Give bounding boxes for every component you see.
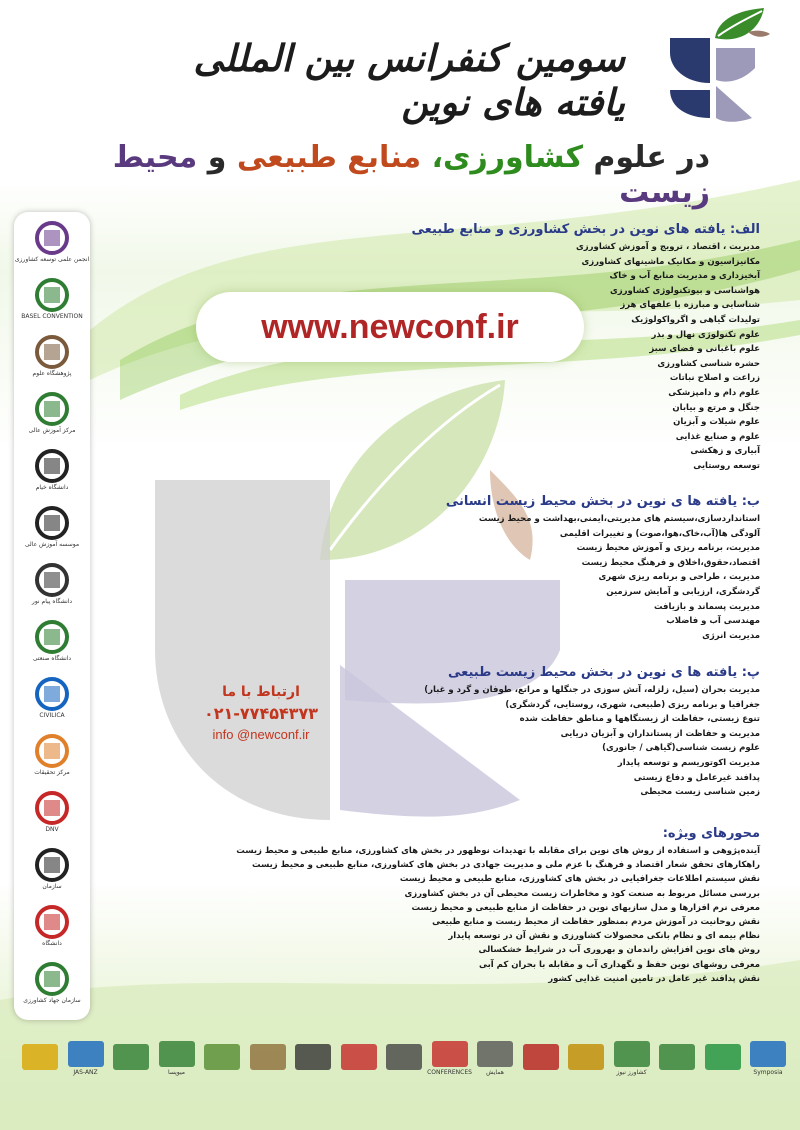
topic-item: مدیریت ، طراحی و برنامه ریزی شهری	[598, 572, 760, 583]
tree-icon	[248, 1036, 288, 1080]
topic-item: شناسایی و مبارزه با علفهای هرز	[620, 300, 760, 311]
topic-item: معرفی روشهای نوین حفظ و نگهداری آب و مقابله با بحران کم آبی	[479, 959, 760, 970]
sponsor-label: دانشگاه پیام نور	[31, 598, 73, 605]
topic-item: مکانیزاسیون و مکانیک ماشینهای کشاورزی	[581, 256, 760, 267]
footer-logo-mark	[68, 1041, 104, 1067]
news-banner-icon	[384, 1036, 424, 1080]
footer-logo-mark	[568, 1044, 604, 1070]
sponsor-logo	[20, 448, 84, 491]
footer-logo-mark	[159, 1041, 195, 1067]
footer-logo-label: کشاورز نیوز	[616, 1068, 647, 1076]
topic-item: علوم تکنولوژی نهال و بذر	[651, 329, 760, 340]
topic-item: نقش سیستم اطلاعات جغرافیایی در بخش های کشاورزی، منابع طبیعی و محیط زیست	[399, 874, 760, 885]
topic-item: تولیدات گیاهی و اگرواکولوژیک	[631, 314, 760, 325]
topic-item: جغرافیا و برنامه ریزی (طبیعی، شهری، روستایی، گردشگری)	[505, 699, 760, 710]
jas-anz-icon	[66, 1036, 106, 1080]
topic-item: زمین شناسی زیست محیطی	[640, 787, 760, 798]
sponsor-logo	[20, 676, 84, 719]
footer-logo-mark	[750, 1041, 786, 1067]
sponsor-logo	[20, 562, 84, 605]
footer-logo-label: JAS-ANZ	[73, 1068, 98, 1076]
topic-item: آبیاری و زهکشی	[690, 446, 760, 457]
green-circle-icon	[157, 1036, 197, 1080]
topic-item: بررسی مسائل مربوط به صنعت کود و مخاطرات زیست محیطی آن در بخش کشاورزی	[404, 888, 760, 899]
sponsor-label: دانشگاه	[42, 940, 62, 947]
footer-logo-mark	[341, 1044, 377, 1070]
footer-logo-mark	[523, 1044, 559, 1070]
conference-title: سومین کنفرانس بین المللی یافته های نوین	[193, 36, 625, 124]
topic-item: مدیریت انرژی	[702, 630, 760, 641]
section-heading: محورهای ویژه:	[662, 826, 760, 841]
website-link[interactable]: www.newconf.ir	[196, 292, 584, 362]
subtitle-joiner: و	[197, 140, 237, 175]
topic-item: مهندسی آب و فاضلاب	[666, 616, 760, 627]
basel-convention-icon	[28, 277, 76, 313]
civilica-icon	[28, 676, 76, 712]
topic-item: نقش پدافند غیر عامل در تامین امنیت غذایی کشور	[548, 973, 760, 984]
section-heading: پ: یافته ها ی نوین در بخش محیط زیست طبیعی	[447, 665, 760, 680]
topic-item: مدیریت و حفاظت از پستانداران و آبزیان دریایی	[560, 728, 760, 739]
sponsor-logo	[20, 733, 84, 776]
footer-logo-mark	[705, 1044, 741, 1070]
conferences-icon	[427, 1036, 472, 1080]
sponsor-logo	[20, 619, 84, 662]
gold-seal-icon	[566, 1036, 606, 1080]
square-emblem-icon	[28, 505, 76, 541]
sponsor-logo	[20, 790, 84, 833]
red-emblem-icon	[28, 904, 76, 940]
dnv-icon	[28, 790, 76, 826]
contact-block	[196, 684, 326, 742]
topic-item: استانداردسازی،سیستم های مدیریتی،ایمنی،بهداشت و محیط زیست	[478, 514, 760, 524]
sponsor-logo	[20, 961, 84, 1004]
sponsor-logo	[14, 220, 90, 263]
sponsor-label: پژوهشگاه علوم	[32, 370, 72, 377]
footer-logo-label: میوپسا	[168, 1068, 185, 1076]
topic-item: راهکارهای تحقق شعار اقتصاد و فرهنگ با عزم ملی و مدیریت جهادی در بخش های کشاورزی، منابع طبیعی و محیط زیست	[251, 860, 760, 871]
sponsor-logo	[20, 334, 84, 377]
footer-logo-mark	[432, 1041, 468, 1067]
topic-item: نقش روحانیت در آموزش مردم بمنظور حفاظت از محیط زیست و منابع طبیعی	[432, 917, 760, 928]
sponsor-label: سازمان جهاد کشاورزی	[23, 997, 81, 1004]
topic-list	[380, 512, 760, 643]
star-emblem-icon	[28, 733, 76, 769]
topic-item: علوم زیست شناسی(گیاهی / جانوری)	[602, 743, 760, 754]
subtitle-prefix: در علوم	[582, 140, 710, 175]
footer-logos	[14, 1030, 790, 1092]
green-banner-icon	[657, 1036, 697, 1080]
magazine-icon	[20, 1036, 60, 1080]
topic-item: مدیریت اکوتوریسم و توسعه پایدار	[617, 757, 760, 768]
topic-item: روش های نوین افزایش راندمان و بهروری آب در شرایط خشکسالی	[478, 945, 760, 956]
sponsor-sidebar	[14, 212, 90, 1020]
red-seal-icon	[339, 1036, 379, 1080]
sponsor-label: مرکز تحقیقات	[34, 769, 70, 776]
topic-item: پدافند غیرعامل و دفاع زیستی	[633, 772, 760, 783]
topic-item: گردشگری، ارزیابی و آمایش سرزمین	[606, 586, 760, 597]
footer-logo-mark	[477, 1041, 513, 1067]
footer-logo-mark	[659, 1044, 695, 1070]
sponsor-label: دانشگاه صنعتی	[32, 655, 72, 662]
sponsor-logo	[20, 391, 84, 434]
waves-emblem-icon	[28, 847, 76, 883]
green-frame-icon	[28, 391, 76, 427]
subtitle-environment: محیط زیست	[112, 140, 710, 210]
footer-logo-mark	[614, 1041, 650, 1067]
symposia-icon	[748, 1036, 788, 1080]
conference-logo-icon	[660, 8, 772, 126]
topic-item: تنوع زیستی، حفاظت از زیستگاهها و مناطق حفاظت شده	[519, 714, 760, 725]
footer-logo-mark	[295, 1044, 331, 1070]
topic-list	[236, 844, 760, 986]
topic-item: مدیریت پسماند و بازیافت	[653, 601, 760, 612]
sponsor-label: CIVILICA	[39, 712, 65, 719]
sponsor-logo	[20, 904, 84, 947]
sponsor-label: دانشگاه خیام	[35, 484, 69, 491]
topic-item: هواشناسی و بیوتکنولوژی کشاورزی	[609, 285, 760, 296]
topic-item: معرفی نرم افزارها و مدل سازیهای نوین در حفاظت از منابع طبیعی و محیط زیست	[411, 902, 760, 913]
topic-item: آینده‌پژوهی و استفاده از روش های نوین برای مقابله با تهدیدات نوظهور در بخش های کشاورزی، منابع طبیعی و محیط زیست	[236, 846, 760, 856]
topic-item: علوم باغبانی و فضای سبز	[649, 344, 760, 355]
gray-quarter-shape	[155, 480, 330, 820]
topic-item: آلودگی ها(آب،خاک،هوا،صوت) و تغییرات اقلیمی	[559, 528, 760, 539]
footer-logo-mark	[204, 1044, 240, 1070]
footer-logo-label: Symposia	[753, 1068, 783, 1076]
green-seal-icon	[111, 1036, 151, 1080]
section-agriculture	[380, 222, 760, 474]
contact-email[interactable]: info @newconf.ir	[212, 727, 310, 742]
keshavarz-news-icon	[612, 1036, 652, 1080]
green-emblem-icon	[202, 1036, 242, 1080]
conference-subtitle	[70, 140, 710, 210]
sponsor-logo	[20, 505, 84, 548]
book-emblem-icon	[28, 619, 76, 655]
topic-item: حشره شناسی کشاورزی	[657, 358, 760, 369]
topic-item: توسعه روستایی	[693, 460, 760, 471]
diamond-emblem-icon	[28, 220, 76, 256]
footer-logo-label: CONFERENCES	[427, 1068, 472, 1076]
sponsor-label: سازمان	[42, 883, 62, 890]
hamayesh-icon	[475, 1036, 515, 1080]
topic-item: علوم دام و دامپزشکی	[668, 387, 760, 398]
sponsor-label: انجمن علمی توسعه کشاورزی	[14, 256, 90, 263]
section-natural-environment	[380, 665, 760, 800]
sponsor-label: موسسه آموزش عالی	[24, 541, 80, 548]
sponsor-label: BASEL CONVENTION	[21, 313, 83, 320]
subtitle-agriculture: کشاورزی،	[431, 140, 583, 175]
dome-emblem-icon	[28, 334, 76, 370]
section-heading: ب: یافته ها ی نوین در بخش محیط زیست انسانی	[445, 494, 760, 509]
section-human-environment	[380, 494, 760, 643]
section-heading: الف: یافته های نوین در بخش کشاورزی و منابع طبیعی	[411, 222, 760, 237]
section-special-topics	[236, 826, 760, 986]
topic-item: مدیریت بحران (سیل، زلزله، آتش سوزی در جنگلها و مراتع، طوفان و گرد و غبار)	[424, 685, 760, 695]
red-banner-icon	[521, 1036, 561, 1080]
sun-emblem-icon	[28, 562, 76, 598]
sponsor-label: مرکز آموزش عالی	[28, 427, 76, 434]
topic-item: زراعت و اصلاح نباتات	[669, 373, 760, 384]
topic-item: نظام بیمه ای و نظام بانکی محصولات کشاورزی و نقش آن در توسعه پایدار	[448, 931, 760, 942]
green-square-icon	[703, 1036, 743, 1080]
topic-item: اقتصاد،حقوق،اخلاق و فرهنگ محیط زیست	[581, 557, 760, 568]
sponsor-label: DNV	[45, 826, 59, 833]
topic-list	[380, 240, 760, 474]
sponsor-logo	[20, 277, 84, 320]
subtitle-natural-resources: منابع طبیعی	[236, 140, 432, 175]
sponsor-logo	[20, 847, 84, 890]
topic-item: مدیریت ، اقتصاد ، ترویج و آموزش کشاورزی	[575, 242, 760, 252]
footer-logo-mark	[22, 1044, 58, 1070]
footer-logo-mark	[250, 1044, 286, 1070]
topic-item: علوم و صنایع غذایی	[675, 431, 760, 442]
khayyam-icon	[28, 448, 76, 484]
map-emblem-icon	[28, 961, 76, 997]
footer-logo-mark	[386, 1044, 422, 1070]
topic-item: جنگل و مرتع و بیابان	[672, 402, 760, 413]
footer-logo-label: همایش	[486, 1068, 504, 1076]
topic-item: آبخیزداری و مدیریت منابع آب و خاک	[609, 271, 760, 282]
topic-item: علوم شیلات و آبزیان	[673, 417, 760, 428]
footer-logo-mark	[113, 1044, 149, 1070]
contact-phone[interactable]: ۰۲۱-۷۷۴۵۴۳۷۳	[203, 704, 319, 723]
contact-heading: ارتباط با ما	[222, 684, 300, 700]
topic-item: مدیریت، برنامه ریزی و آموزش محیط زیست	[576, 543, 760, 554]
topic-list	[380, 683, 760, 800]
a-badge-icon	[293, 1036, 333, 1080]
